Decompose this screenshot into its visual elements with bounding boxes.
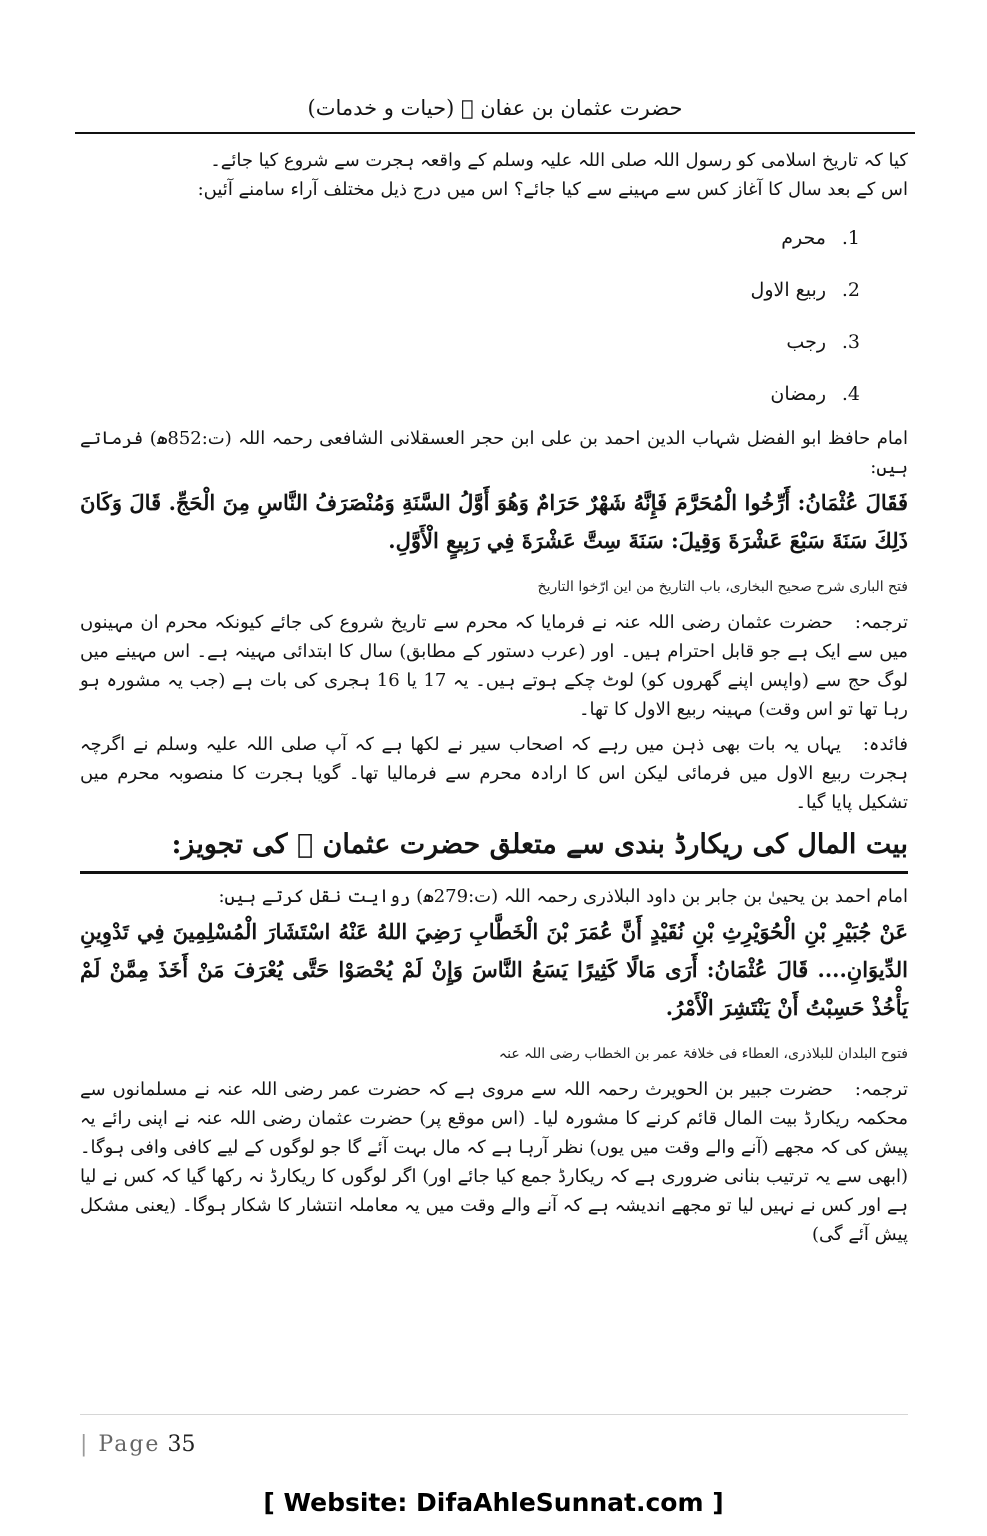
translation-label: ترجمہ:	[854, 1079, 908, 1100]
list-item	[80, 368, 860, 420]
footer-divider	[80, 1414, 908, 1415]
arabic-quote-1: فَقَالَ عُثْمَانُ: أَرِّخُوا الْمُحَرَّمَ فَإِنَّهُ شَهْرٌ حَرَامٌ وَهُوَ أَوَّلُ السَّنَةِ وَمُنْصَرَفُ النَّاسِ مِنَ الْحَجِّ. قَالَ وَكَانَ ذَلِكَ سَنَةَ سَبْعَ عَشْرَةَ وَقِيلَ: سَنَةَ سِتَّ عَشْرَةَ فِي رَبِيعٍ الْأَوَّلِ.	[80, 490, 908, 553]
translation-text: حضرت عثمان رضی اللہ عنہ نے فرمایا کہ محرم سے تاریخ شروع کی جائے کیونکہ محرم ان مہینوں میں سے ایک ہے جو قابل احترام ہیں۔ اور (عرب دستور کے مطابق) سال کا ابتدائی مہینہ ہے۔ اس مہینے میں لوگ حج سے (واپس اپنے گھروں کو) لوٹ چکے ہوتے ہیں۔ یہ 17 یا 16 ہجری کی بات ہے (جب یہ مشورہ ہو رہا تھا تو اس وقت) مہینہ ربیع الاول کا تھا۔	[80, 612, 908, 720]
running-header: حضرت عثمان بن عفان ﷛ (حیات و خدمات)	[307, 96, 683, 120]
translation-label: ترجمہ:	[854, 612, 908, 633]
imam-baladhuri-line: امام احمد بن یحییٰ بن جابر بن داود البلاذری رحمہ اللہ (ت:279ھ) روایت نقل کرتے ہیں:	[218, 886, 908, 907]
reference-1: فتح الباری شرح صحیح البخاری، باب التاریخ من این ارّخوا التاریخ	[537, 579, 908, 595]
list-item	[80, 212, 860, 264]
page-body	[80, 146, 908, 1249]
page-bar: |	[80, 1432, 88, 1457]
imam-ibn-hajar-line: امام حافظ ابو الفضل شہاب الدین احمد بن علی ابن حجر العسقلانی الشافعی رحمہ اللہ (ت:852ھ) فرماتے ہیں:	[80, 428, 908, 478]
list-text: محرم	[781, 227, 826, 249]
website-banner: [ Website: DifaAhleSunnat.com ]	[263, 1488, 724, 1517]
page-number-value: 35	[167, 1432, 196, 1457]
arabic-quote-2: عَنْ جُبَيْرِ بْنِ الْحُوَيْرِثِ بْنِ نُقَيْدٍ أَنَّ عُمَرَ بْنَ الْخَطَّابِ رَضِيَ اللهُ عَنْهُ اسْتَشَارَ الْمُسْلِمِينَ فِي تَدْوِينِ الدِّيوَانِ.... قَالَ عُثْمَانُ: أَرَى مَالًا كَثِيرًا يَسَعُ النَّاسَ وَإِنْ لَمْ يُحْصَوْا حَتَّى يُعْرَفَ مَنْ أَخَذَ مِمَّنْ لَمْ يَأْخُذْ حَسِبْتُ أَنْ يَنْتَشِرَ الْأَمْرُ.	[80, 919, 908, 1020]
section-heading: بیت المال کی ریکارڈ بندی سے متعلق حضرت عثمان ﷛ کی تجویز:	[80, 825, 908, 874]
list-text: رجب	[786, 331, 826, 353]
month-list	[80, 212, 908, 420]
list-text: ربیع الاول	[750, 279, 826, 301]
page-number	[80, 1432, 195, 1457]
benefit-paragraph	[80, 730, 908, 817]
benefit-text: یہاں یہ بات بھی ذہن میں رہے کہ اصحاب سیر نے لکھا ہے کہ آپ صلی اللہ علیہ وسلم نے اگرچہ ہجرت ربیع الاول میں فرمائی لیکن اس کا ارادہ محرم سے فرمالیا تھا۔ گویا ہجرت کا منصوبہ محرم میں تشکیل پایا گیا۔	[80, 734, 908, 813]
translation-text: حضرت جبیر بن الحویرث رحمہ اللہ سے مروی ہے کہ حضرت عمر رضی اللہ عنہ نے مسلمانوں سے محکمہ ریکارڈ بیت المال قائم کرنے کا مشورہ لیا۔ (اس موقع پر) حضرت عثمان رضی اللہ عنہ نے اپنی رائے یہ پیش کی کہ مجھے (آنے والے وقت میں یوں) نظر آرہا ہے کہ مال بہت آئے گا جو لوگوں کے لیے کافی وافی ہوگا۔ (ابھی سے یہ ترتیب بنانی ضروری ہے کہ ریکارڈ جمع کیا جائے اور) اگر لوگوں کا ریکارڈ نہ رکھا گیا کہ کس نے لیا ہے اور کس نے نہیں لیا تو مجھے اندیشہ ہے کہ آنے والے وقت میں یہ معاملہ انتشار کا شکار ہوگا۔ (یعنی مشکل پیش آئے گی)	[80, 1079, 908, 1245]
header-divider	[75, 132, 915, 134]
translation-1	[80, 608, 908, 724]
list-number: 2.	[841, 279, 860, 301]
list-item	[80, 316, 860, 368]
list-number: 1.	[841, 227, 860, 249]
page-label: Page	[98, 1432, 161, 1457]
list-number: 4.	[841, 383, 860, 405]
list-text: رمضان	[770, 383, 826, 405]
translation-2	[80, 1075, 908, 1249]
benefit-label: فائدہ:	[862, 734, 908, 755]
list-item	[80, 264, 860, 316]
reference-2: فتوح البلدان للبلاذری، العطاء فی خلافۃ عمر بن الخطاب رضی اللہ عنہ	[498, 1046, 908, 1062]
intro-line-2: اس کے بعد سال کا آغاز کس سے مہینے سے کیا جائے؟ اس میں درج ذیل مختلف آراء سامنے آئیں:	[197, 179, 908, 200]
list-number: 3.	[841, 331, 860, 353]
intro-line-1: کیا کہ تاریخ اسلامی کو رسول اللہ صلی اللہ علیہ وسلم کے واقعہ ہجرت سے شروع کیا جائے۔	[210, 150, 908, 171]
